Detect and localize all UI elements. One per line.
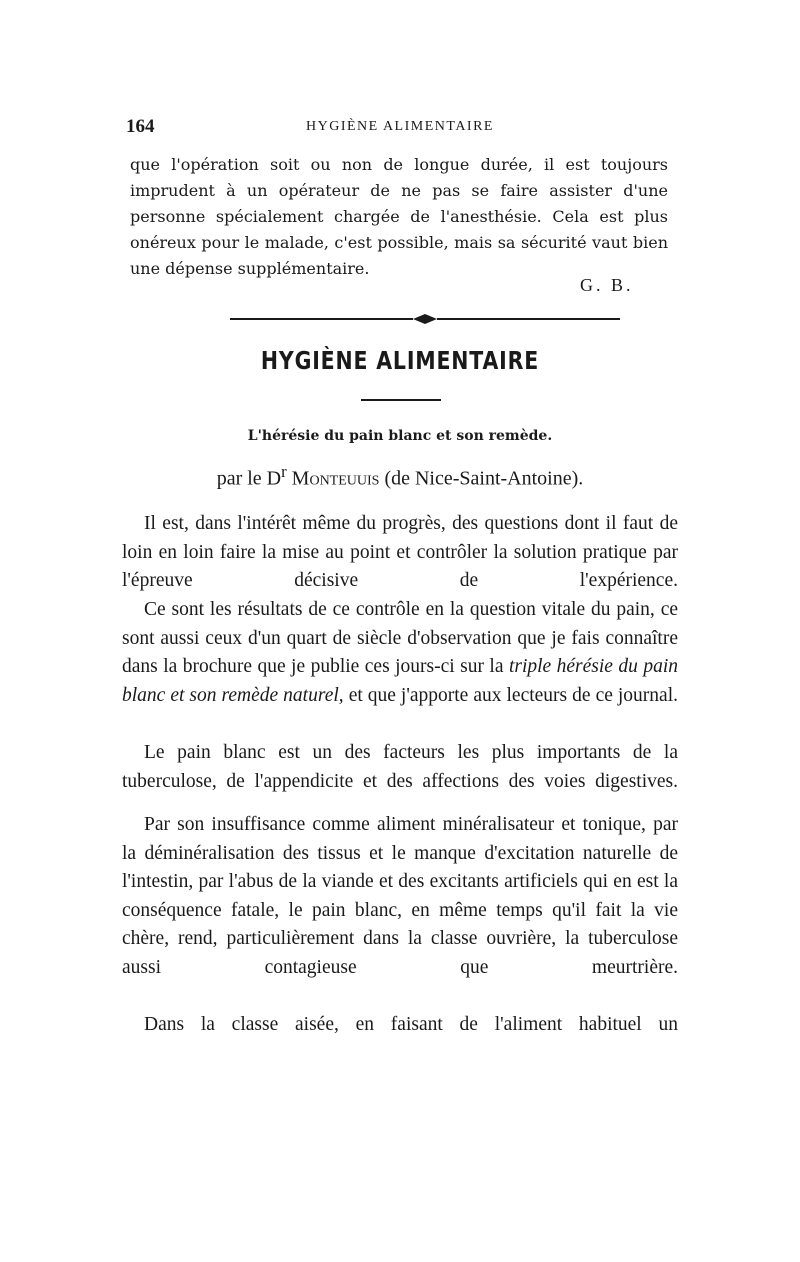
body-paragraph-5: Dans la classe aisée, en faisant de l'aliment habituel un bbox=[144, 1014, 678, 1035]
article-title: L'hérésie du pain blanc et son remède. bbox=[247, 428, 553, 444]
body-paragraph-2 bbox=[122, 596, 678, 710]
page-number: 164 bbox=[126, 116, 155, 137]
ornamental-rule bbox=[230, 312, 620, 326]
signature-initials: G. B. bbox=[580, 275, 634, 295]
brochure-title: triple hérésie du pain blanc et son remède naturel, bbox=[122, 656, 679, 706]
byline-place: (de Nice-Saint-Antoine). bbox=[384, 467, 584, 490]
article-byline bbox=[0, 462, 800, 491]
body-paragraph-1: Il est, dans l'intérêt même du progrès, des questions dont il faut de loin en loin faire la mise au point et contrôler la solution pratique par l'épreuve décisive de l'expérience. bbox=[122, 513, 678, 592]
running-title: HYGIÈNE ALIMENTAIRE bbox=[306, 119, 494, 134]
byline-author: Monteuuis bbox=[291, 467, 380, 490]
section-title: HYGIÈNE ALIMENTAIRE bbox=[260, 346, 540, 375]
diamond-ornament-icon bbox=[413, 314, 437, 324]
running-head bbox=[126, 116, 674, 140]
paragraph-2-text-b: et que j'apporte aux lecteurs de ce journal. bbox=[348, 684, 678, 706]
byline-prefix: par le D bbox=[216, 467, 282, 490]
short-divider bbox=[361, 399, 441, 401]
intro-paragraph: que l'opération soit ou non de longue durée, il est toujours imprudent à un opérateur de ne pas se faire assister d'une personne spécialement chargée de l'anesthésie. Cela est plus onéreux pour le malade, c'est possible, mais sa sécurité vaut bien une dépense supplémentaire. bbox=[130, 155, 668, 278]
byline-title-abbrev: r bbox=[281, 462, 287, 481]
paragraph-2-text-a: Ce sont les résultats de ce contrôle en la question vitale du pain, ce sont aussi ceux d'un quart de siècle d'observation que je fais connaître dans la brochure que je publie ces jours-ci sur la bbox=[122, 599, 678, 678]
body-paragraph-3: Le pain blanc est un des facteurs les plus importants de la tuberculose, de l'appendicite et des affections des voies digestives. bbox=[122, 742, 678, 792]
body-paragraph-4: Par son insuffisance comme aliment minéralisateur et tonique, par la déminéralisation des tissus et le manque d'excitation naturelle de l'intestin, par l'abus de la viande et des excitants artificiels qui en est la conséquence fatale, le pain blanc, en même temps qu'il fait la vie chère, rend, particulièrement dans la classe ouvrière, la tuberculose aussi contagieuse que meurtrière. bbox=[122, 814, 678, 978]
